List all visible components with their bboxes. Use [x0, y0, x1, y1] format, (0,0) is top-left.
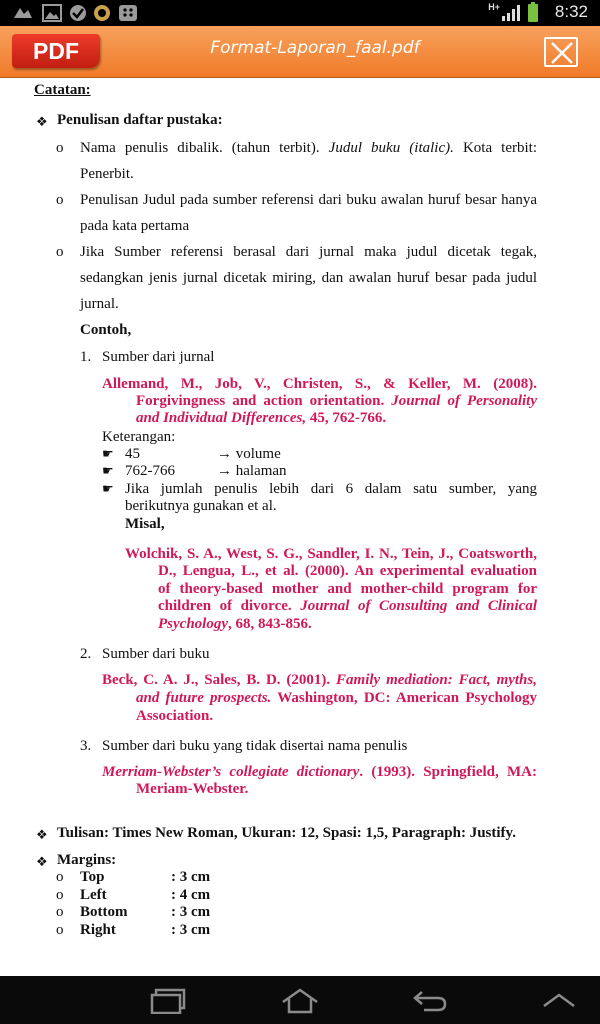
bullet-text: jurnal.: [80, 296, 119, 312]
back-icon[interactable]: [412, 988, 448, 1014]
keterangan-item: 762-766: [125, 463, 175, 479]
bullet-text: sedangkan jenis jurnal dicetak miring, dan awalan huruf besar pada judul: [80, 270, 537, 286]
bullet-text: pada kata pertama: [80, 218, 190, 234]
misal-label: Misal,: [125, 516, 165, 532]
recent-apps-icon[interactable]: [150, 988, 188, 1014]
section-title: Tulisan: Times New Roman, Ukuran: 12, Spasi: 1,5, Paragraph: Justify.: [57, 825, 516, 841]
bullet-o: o: [56, 140, 64, 156]
list-number: 1.: [80, 349, 92, 365]
navigation-bar: [0, 976, 600, 1024]
margin-value: : 3 cm: [171, 922, 211, 938]
keterangan-item: Jika jumlah penulis lebih dari 6 dalam satu sumber, yang: [125, 481, 537, 497]
list-number: 2.: [80, 646, 92, 662]
margin-label: Bottom: [80, 904, 128, 920]
status-bar: [0, 0, 600, 26]
bullet-text: Jika Sumber referensi berasal dari jurnal maka judul dicetak tegak,: [80, 244, 537, 260]
diamond-bullet-icon: ❖: [36, 114, 48, 129]
pdf-page[interactable]: [0, 78, 600, 976]
reference-line: and future prospects. Washington, DC: American Psychology: [136, 690, 537, 706]
pointing-hand-icon: ☛: [102, 463, 114, 478]
bullet-text: Penerbit.: [80, 166, 134, 182]
reference-line: and Individual Differences, 45, 762-766.: [136, 410, 387, 426]
close-button[interactable]: [544, 37, 578, 67]
bullet-text: Nama penulis dibalik. (tahun terbit). Judul buku (italic). Kota terbit:: [80, 140, 537, 156]
app-icon: [92, 4, 112, 22]
catatan-heading: Catatan:: [34, 82, 91, 98]
close-icon: [549, 41, 575, 65]
menu-up-icon[interactable]: [542, 992, 576, 1010]
keterangan-item: 45: [125, 446, 140, 462]
clock: 8:32: [554, 2, 588, 21]
file-title: Format-Laporan_faal.pdf: [210, 38, 420, 58]
reference-line: of theory-based mother and mother-child program for: [158, 581, 537, 597]
keterangan-item: berikutnya gunakan et al.: [125, 498, 277, 514]
diamond-bullet-icon: ❖: [36, 827, 48, 842]
battery-icon: [528, 4, 538, 22]
reference-line: D., Lengua, L., et al. (2000). An experimental evaluation: [158, 563, 537, 579]
bullet-o: o: [56, 887, 64, 903]
bullet-text: Penulisan Judul pada sumber referensi dari buku awalan huruf besar hanya: [80, 192, 537, 208]
reference-line: Beck, C. A. J., Sales, B. D. (2001). Family mediation: Fact, myths,: [102, 672, 537, 688]
example-label: Sumber dari buku: [102, 646, 210, 662]
margin-label: Right: [80, 922, 116, 938]
keterangan-item: → halaman: [217, 463, 287, 479]
gallery-icon: [42, 4, 62, 22]
reference-line: Association.: [136, 708, 214, 724]
contoh-label: Contoh,: [80, 322, 132, 338]
reference-line: Allemand, M., Job, V., Christen, S., & Keller, M. (2008).: [102, 376, 537, 392]
reference-line: Wolchik, S. A., West, S. G., Sandler, I. N., Tein, J., Coatsworth,: [125, 546, 537, 562]
margin-value: : 3 cm: [171, 904, 211, 920]
pointing-hand-icon: ☛: [102, 446, 114, 461]
reference-line: children of divorce. Journal of Consulting and Clinical: [158, 598, 537, 614]
diamond-bullet-icon: ❖: [36, 854, 48, 869]
signal-icon: [502, 5, 520, 21]
bullet-o: o: [56, 192, 64, 208]
check-icon: [68, 4, 88, 22]
margin-value: : 4 cm: [171, 887, 211, 903]
network-type: H+: [488, 2, 500, 12]
keterangan-item: → volume: [217, 446, 281, 462]
app-header: [0, 26, 600, 78]
reference-line: Forgivingness and action orientation. Journal of Personality: [136, 393, 537, 409]
example-label: Sumber dari jurnal: [102, 349, 215, 365]
section-title: Margins:: [57, 852, 117, 868]
pointing-hand-icon: ☛: [102, 481, 114, 496]
keterangan-label: Keterangan:: [102, 429, 176, 445]
example-label: Sumber dari buku yang tidak disertai nama penulis: [102, 738, 408, 754]
bullet-o: o: [56, 904, 64, 920]
home-icon[interactable]: [280, 988, 320, 1014]
margin-value: : 3 cm: [171, 869, 211, 885]
usb-icon: [12, 4, 34, 22]
section-title: Penulisan daftar pustaka:: [57, 112, 223, 128]
reference-line: Psychology, 68, 843-856.: [158, 616, 312, 632]
bullet-o: o: [56, 922, 64, 938]
reference-line: Merriam-Webster’s collegiate dictionary. (1993). Springfield, MA:: [102, 764, 537, 780]
list-number: 3.: [80, 738, 92, 754]
margin-label: Left: [80, 887, 107, 903]
margin-label: Top: [80, 869, 105, 885]
bullet-o: o: [56, 869, 64, 885]
reference-line: Meriam-Webster.: [136, 781, 249, 797]
bbm-icon: [118, 4, 138, 22]
pdf-badge: PDF: [12, 34, 100, 68]
bullet-o: o: [56, 244, 64, 260]
